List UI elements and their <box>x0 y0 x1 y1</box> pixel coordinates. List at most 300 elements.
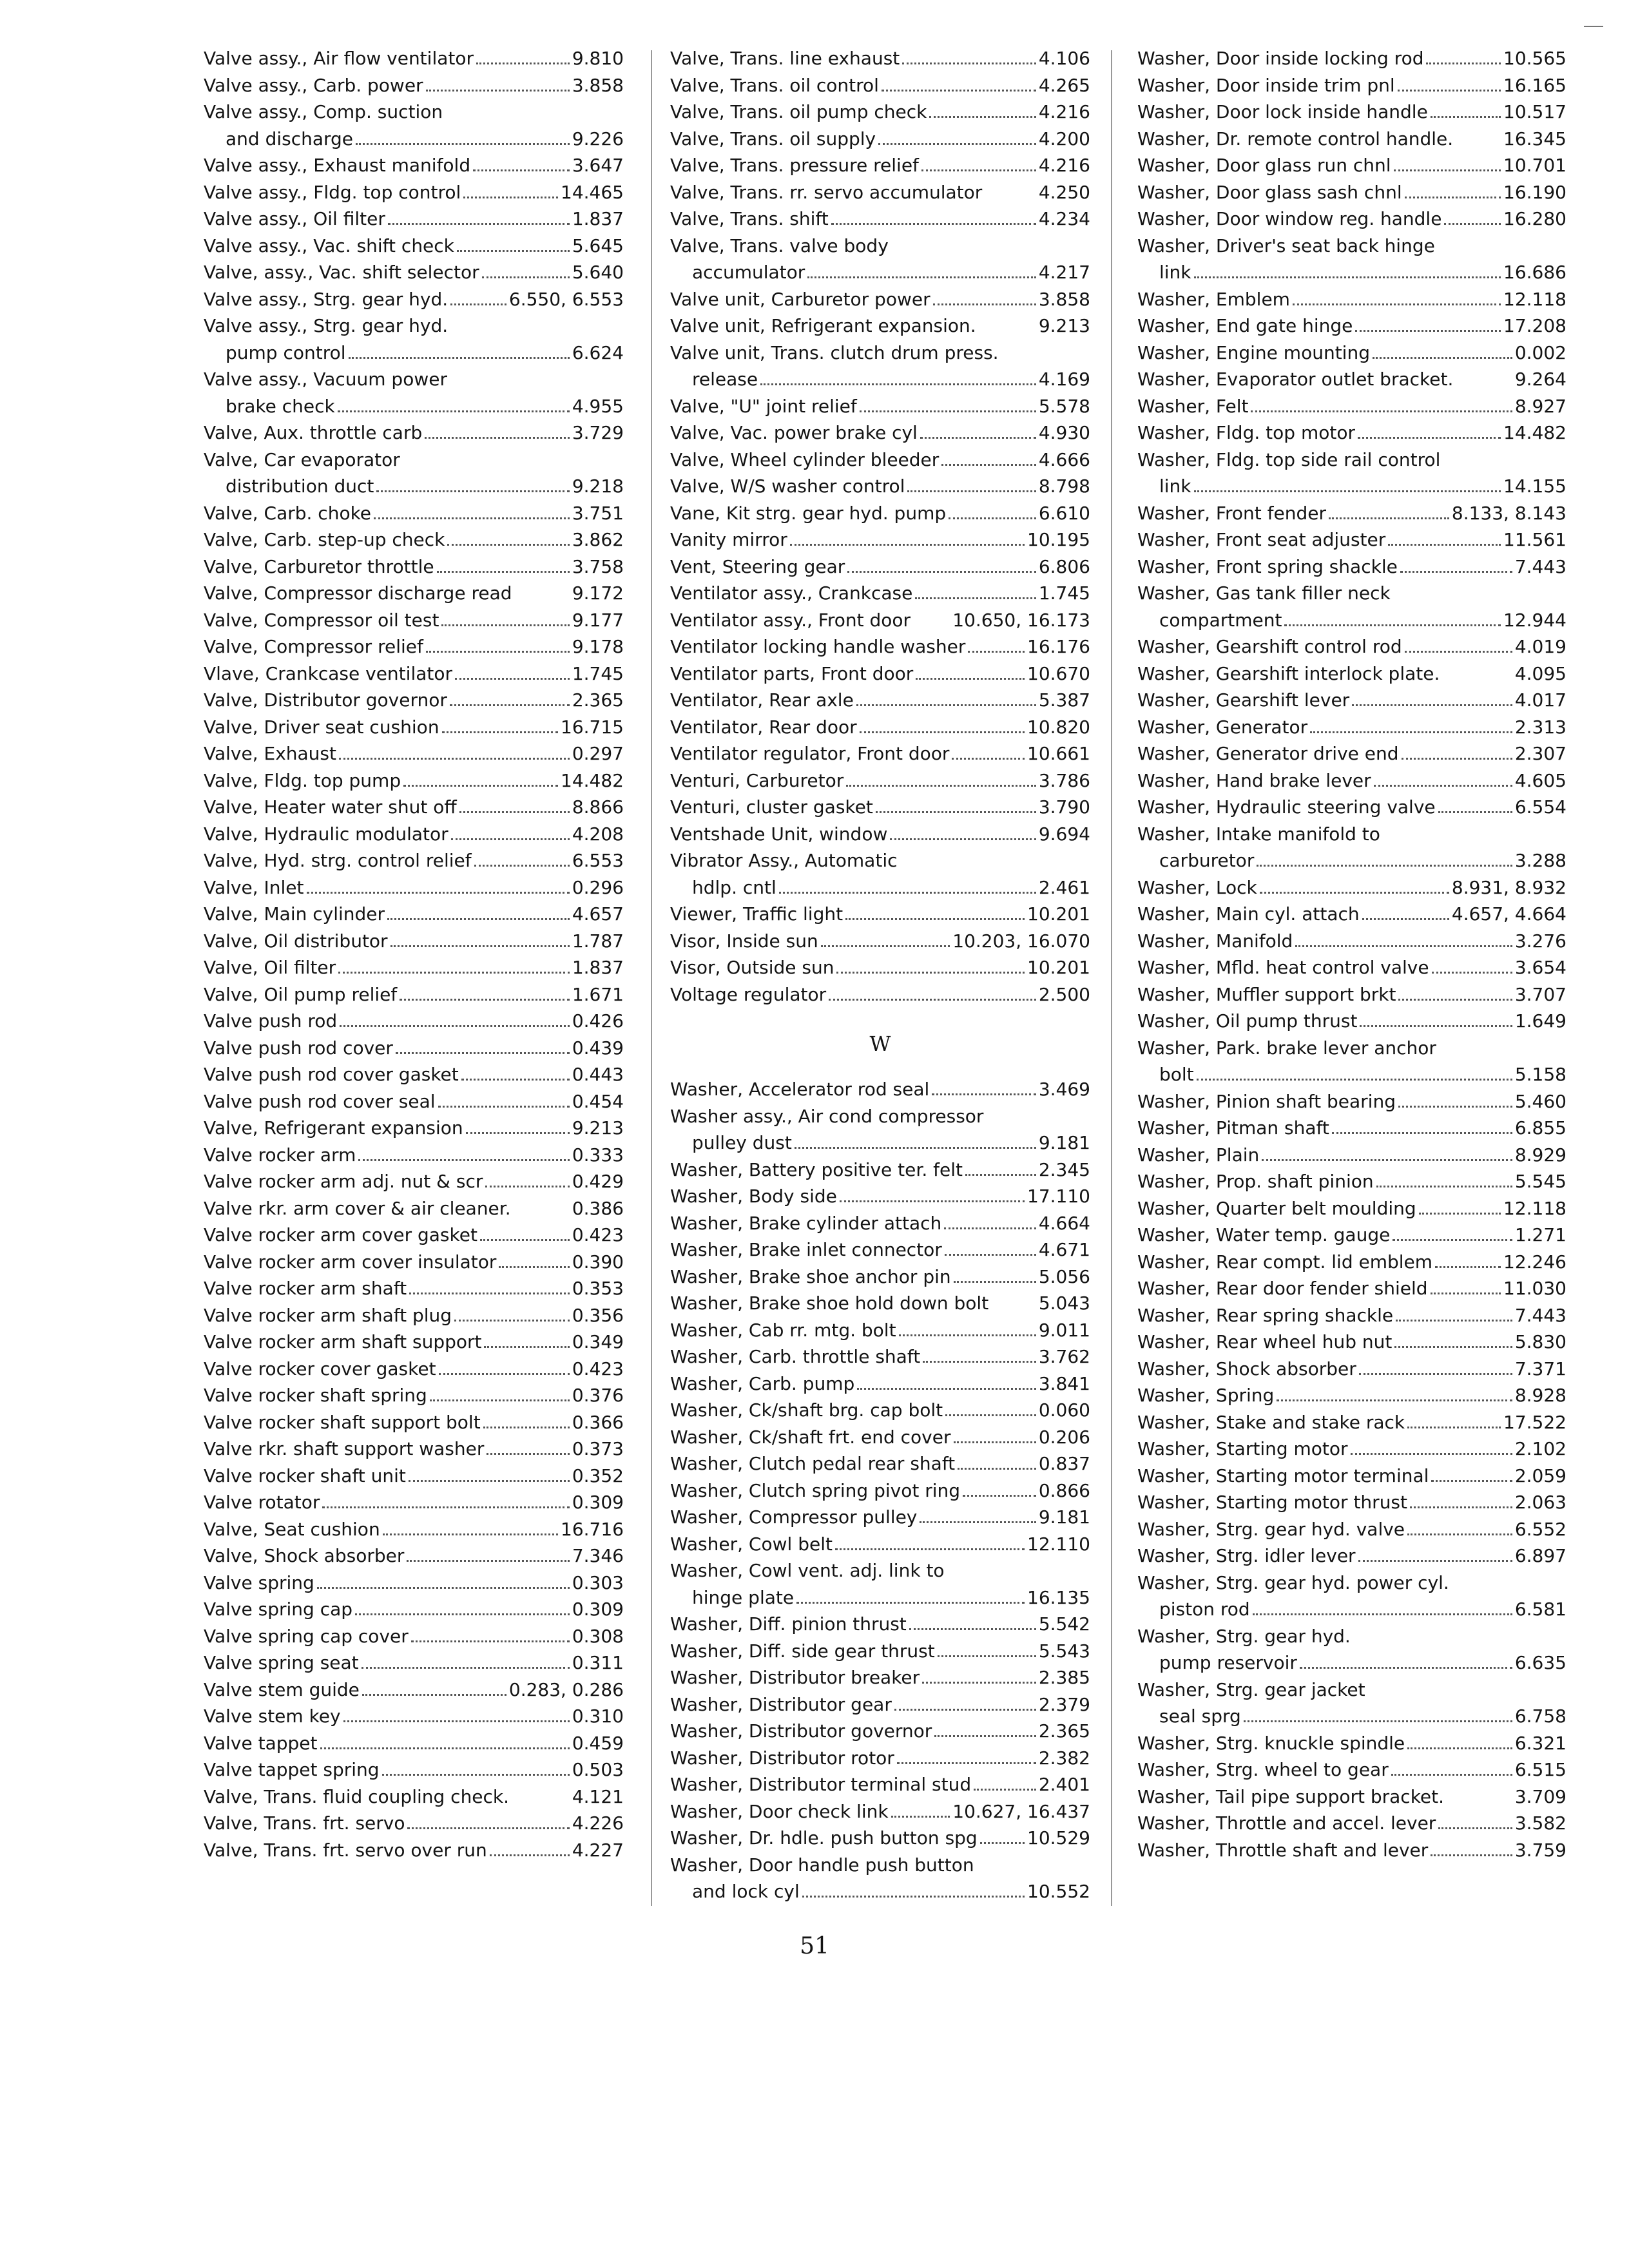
dot-leader <box>1310 731 1512 733</box>
dot-leader <box>1432 971 1512 974</box>
index-entry <box>1137 152 1566 179</box>
entry-page-ref: 2.307 <box>1514 743 1566 764</box>
index-entry <box>670 874 1090 901</box>
entry-page-ref: 6.624 <box>572 341 624 363</box>
dot-leader <box>1396 1319 1512 1321</box>
index-entry <box>1137 1677 1566 1704</box>
index-entry <box>204 366 624 393</box>
index-entry <box>1137 99 1566 126</box>
entry-page-ref: 0.443 <box>572 1064 624 1085</box>
dot-leader <box>490 1854 570 1856</box>
entry-label: Valve, Carb. choke <box>204 502 372 524</box>
index-entry <box>670 1557 1090 1584</box>
dot-leader <box>1359 1372 1512 1375</box>
entry-label: Ventilator assy., Crankcase <box>670 582 913 604</box>
entry-label: compartment <box>1159 609 1282 631</box>
dot-leader <box>1244 1720 1512 1722</box>
index-entry <box>1137 1222 1566 1249</box>
dot-leader <box>1394 1345 1512 1348</box>
entry-label: Valve, Trans. shift <box>670 208 829 229</box>
index-entry <box>1137 1008 1566 1035</box>
dot-leader <box>938 1655 1036 1657</box>
entry-label: Washer, Lock <box>1137 876 1257 898</box>
entry-page-ref: 16.135 <box>1027 1586 1090 1608</box>
index-entry <box>204 206 624 233</box>
index-entry <box>204 660 624 687</box>
entry-label: Valve, Fldg. top pump <box>204 769 401 791</box>
entry-label: Valve, Trans. rr. servo accumulator <box>670 181 983 203</box>
entry-label: Washer, Dr. hdle. push button spg <box>670 1827 978 1849</box>
index-entry <box>1137 1542 1566 1570</box>
dot-leader <box>356 142 570 145</box>
entry-page-ref: 0.296 <box>572 876 624 898</box>
entry-label: Valve rocker arm shaft plug <box>204 1304 452 1326</box>
index-entry <box>670 1771 1090 1798</box>
entry-page-ref: 9.218 <box>572 476 624 497</box>
index-entry <box>670 687 1090 714</box>
index-entry <box>204 312 624 340</box>
entry-page-ref: 0.333 <box>572 1144 624 1166</box>
entry-label: distribution duct <box>226 476 374 497</box>
index-entry <box>204 72 624 99</box>
entry-page-ref: 5.387 <box>1038 689 1090 711</box>
dot-leader <box>1260 891 1449 894</box>
entry-page-ref: 16.165 <box>1503 74 1566 96</box>
entry-page-ref: 4.664 <box>1038 1212 1090 1234</box>
index-entry <box>1137 233 1566 260</box>
entry-page-ref: 0.386 <box>572 1197 624 1219</box>
entry-page-ref: 2.385 <box>1038 1667 1090 1688</box>
entry-page-ref: 16.715 <box>561 716 624 738</box>
dot-leader <box>387 918 570 920</box>
dot-leader <box>487 1452 569 1455</box>
entry-page-ref: 8.927 <box>1514 395 1566 417</box>
index-entry <box>670 126 1090 153</box>
entry-label: Valve, "U" joint relief <box>670 395 857 417</box>
entry-label: Washer, Water temp. gauge <box>1137 1224 1391 1245</box>
entry-page-ref: 4.200 <box>1038 128 1090 149</box>
entry-label: Valve, Trans. frt. servo <box>204 1812 405 1834</box>
dot-leader <box>1398 998 1512 1001</box>
entry-page-ref: 2.102 <box>1514 1438 1566 1459</box>
index-entry <box>1137 901 1566 928</box>
dot-leader <box>1400 570 1512 573</box>
entry-page-ref: 3.582 <box>1514 1812 1566 1834</box>
entry-page-ref: 1.745 <box>572 662 624 684</box>
index-entry <box>1137 1035 1566 1062</box>
entry-label: Valve rocker shaft spring <box>204 1385 427 1406</box>
entry-page-ref: 0.311 <box>572 1652 624 1673</box>
entry-label: Valve assy., Oil filter <box>204 208 385 229</box>
entry-label: Washer, Rear wheel hub nut <box>1137 1331 1393 1352</box>
entry-page-ref: 4.605 <box>1514 769 1566 791</box>
entry-page-ref: 3.858 <box>1038 288 1090 310</box>
dot-leader <box>907 490 1036 492</box>
index-entry <box>670 1129 1090 1157</box>
entry-page-ref: 10.203, 16.070 <box>952 930 1090 952</box>
index-entry <box>670 580 1090 607</box>
index-entry <box>1137 1810 1566 1837</box>
entry-page-ref: 0.349 <box>572 1331 624 1352</box>
entry-label: Valve assy., Vac. shift check <box>204 235 454 256</box>
entry-page-ref: 2.379 <box>1038 1693 1090 1715</box>
entry-label: Washer, Evaporator outlet bracket. <box>1137 369 1454 390</box>
index-entry <box>1137 259 1566 286</box>
index-entry <box>1137 1409 1566 1436</box>
entry-label: Washer, Ck/shaft frt. end cover <box>670 1426 951 1448</box>
entry-page-ref: 4.226 <box>572 1812 624 1834</box>
dot-leader <box>954 1280 1036 1283</box>
entry-label: Washer, Door lock inside handle <box>1137 101 1428 122</box>
entry-page-ref: 6.550, 6.553 <box>508 288 624 310</box>
dot-leader <box>790 543 1025 546</box>
entry-page-ref: 16.176 <box>1027 636 1090 657</box>
dot-leader <box>952 757 1025 760</box>
entry-label: piston rod <box>1159 1599 1250 1620</box>
index-entry <box>670 821 1090 848</box>
entry-page-ref: 8.133, 8.143 <box>1451 502 1566 524</box>
index-entry <box>1137 660 1566 687</box>
entry-page-ref: 6.515 <box>1514 1759 1566 1780</box>
dot-leader <box>466 1131 570 1134</box>
dot-leader <box>1405 196 1501 198</box>
dot-leader <box>1360 1024 1512 1027</box>
entry-page-ref: 4.217 <box>1038 262 1090 283</box>
index-entry <box>204 1061 624 1088</box>
entry-label: Washer, Rear compt. lid emblem <box>1137 1251 1433 1273</box>
entry-page-ref: 4.121 <box>572 1785 624 1807</box>
dot-leader <box>437 570 570 573</box>
entry-page-ref: 9.810 <box>572 48 624 69</box>
dot-leader <box>343 1720 570 1722</box>
dot-leader <box>307 891 570 894</box>
entry-label: Washer, Front seat adjuster <box>1137 529 1386 550</box>
entry-label: Washer, Battery positive ter. felt <box>670 1158 963 1180</box>
dot-leader <box>322 1506 569 1508</box>
entry-page-ref: 9.694 <box>1038 823 1090 845</box>
entry-label: Ventilator, Rear door <box>670 716 857 738</box>
index-entry <box>670 233 1090 260</box>
index-entry <box>1137 1061 1566 1088</box>
index-entry <box>1137 1463 1566 1490</box>
index-entry <box>670 393 1090 420</box>
dot-leader <box>897 1762 1036 1764</box>
dot-leader <box>450 303 506 305</box>
entry-page-ref: 12.944 <box>1503 609 1566 631</box>
index-entry <box>204 1783 624 1811</box>
entry-label: Vanity mirror <box>670 529 787 550</box>
index-entry <box>204 1516 624 1543</box>
entry-label: Washer, Cab rr. mtg. bolt <box>670 1319 896 1341</box>
entry-page-ref: 0.837 <box>1038 1453 1090 1474</box>
index-entry <box>204 526 624 553</box>
entry-page-ref: 4.657, 4.664 <box>1451 903 1566 925</box>
entry-page-ref: 8.866 <box>572 796 624 818</box>
entry-label: Washer, Rear spring shackle <box>1137 1304 1394 1326</box>
index-entry <box>1137 874 1566 901</box>
entry-page-ref: 1.745 <box>1038 582 1090 604</box>
entry-page-ref: 4.234 <box>1038 208 1090 229</box>
index-entry <box>1137 1302 1566 1329</box>
dot-leader <box>941 463 1036 466</box>
entry-label: pulley dust <box>692 1132 792 1153</box>
dot-leader <box>1431 1479 1512 1482</box>
entry-label: Washer, Clutch spring pivot ring <box>670 1479 961 1501</box>
index-entry <box>1137 1703 1566 1730</box>
dot-leader <box>473 169 570 171</box>
dot-leader <box>1197 1078 1512 1081</box>
entry-page-ref: 6.552 <box>1514 1518 1566 1540</box>
index-entry <box>670 179 1090 206</box>
dot-leader <box>374 517 570 519</box>
dot-leader <box>1355 329 1501 332</box>
index-entry <box>1137 500 1566 527</box>
entry-label: Valve, Trans. frt. servo over run <box>204 1839 487 1861</box>
entry-label: link <box>1159 262 1191 283</box>
entry-page-ref: 0.352 <box>572 1465 624 1486</box>
index-entry <box>670 553 1090 581</box>
entry-label: Washer, Strg. gear hyd. power cyl. <box>1137 1571 1449 1593</box>
dot-leader <box>968 650 1025 653</box>
entry-page-ref: 10.701 <box>1503 155 1566 176</box>
index-entry <box>1137 419 1566 447</box>
dot-leader <box>376 490 569 492</box>
index-entry <box>1137 1596 1566 1623</box>
dot-leader <box>439 1372 570 1375</box>
index-entry <box>670 1290 1090 1317</box>
entry-page-ref: 0.309 <box>572 1599 624 1620</box>
index-entry <box>204 1542 624 1570</box>
dot-leader <box>807 276 1036 278</box>
index-entry <box>204 1570 624 1597</box>
dot-leader <box>876 811 1036 813</box>
dot-leader <box>1410 1506 1512 1508</box>
dot-leader <box>846 784 1036 787</box>
entry-label: Valve, Driver seat cushion <box>204 716 439 738</box>
entry-page-ref: 2.313 <box>1514 716 1566 738</box>
index-entry <box>1137 1329 1566 1356</box>
index-entry <box>1137 1730 1566 1757</box>
entry-label: Valve rocker arm adj. nut & scr <box>204 1171 483 1192</box>
dot-leader <box>965 1173 1036 1176</box>
entry-page-ref: 6.610 <box>1038 502 1090 524</box>
index-entry <box>1137 687 1566 714</box>
entry-page-ref: 5.645 <box>572 235 624 256</box>
entry-page-ref: 9.264 <box>1514 369 1566 390</box>
entry-label: Valve assy., Air flow ventilator <box>204 48 474 69</box>
entry-page-ref: 8.931, 8.932 <box>1451 876 1566 898</box>
entry-page-ref: 14.465 <box>561 181 624 203</box>
index-entry <box>670 340 1090 367</box>
index-entry <box>670 1210 1090 1237</box>
entry-page-ref: 3.276 <box>1514 930 1566 952</box>
index-entry <box>204 1222 624 1249</box>
entry-label: Washer, Pitman shaft <box>1137 1117 1329 1139</box>
entry-label: Valve, Car evaporator <box>204 448 400 470</box>
index-entry <box>670 1504 1090 1531</box>
entry-label: Valve rocker arm shaft support <box>204 1331 482 1352</box>
entry-label: Valve, Carburetor throttle <box>204 555 434 577</box>
dot-leader <box>760 383 1036 385</box>
entry-label: Washer, Generator <box>1137 716 1308 738</box>
entry-label: link <box>1159 476 1191 497</box>
index-entry <box>670 447 1090 474</box>
entry-label: Valve spring <box>204 1571 314 1593</box>
entry-page-ref: 0.503 <box>572 1759 624 1780</box>
entry-label: Washer, Strg. knuckle spindle <box>1137 1732 1405 1754</box>
index-entry <box>204 393 624 420</box>
entry-label: Washer, Front spring shackle <box>1137 555 1398 577</box>
entry-page-ref: 9.181 <box>1038 1506 1090 1528</box>
dot-leader <box>1407 1747 1512 1749</box>
dot-leader <box>396 1052 570 1054</box>
index-entry <box>204 152 624 179</box>
entry-label: Valve tappet <box>204 1732 318 1754</box>
entry-label: Washer, Hydraulic steering valve <box>1137 796 1436 818</box>
entry-page-ref: 0.439 <box>572 1037 624 1059</box>
entry-page-ref: 0.309 <box>572 1492 624 1513</box>
entry-page-ref: 6.635 <box>1514 1652 1566 1673</box>
dot-leader <box>847 570 1036 573</box>
dot-leader <box>902 62 1036 64</box>
dot-leader <box>426 650 570 653</box>
index-entry <box>1137 928 1566 955</box>
entry-page-ref: 4.017 <box>1514 689 1566 711</box>
entry-page-ref: 8.928 <box>1514 1385 1566 1406</box>
dot-leader <box>400 998 570 1001</box>
entry-label: Washer, Park. brake lever anchor <box>1137 1037 1436 1059</box>
dot-leader <box>1300 1666 1512 1669</box>
index-entry <box>670 1450 1090 1477</box>
entry-page-ref: 3.654 <box>1514 957 1566 978</box>
entry-label: Valve spring cap cover <box>204 1625 409 1647</box>
index-entry <box>670 419 1090 447</box>
entry-label: Washer, Emblem <box>1137 288 1290 310</box>
entry-label: Washer, Distributor rotor <box>670 1747 894 1769</box>
entry-page-ref: 11.561 <box>1503 529 1566 550</box>
entry-page-ref: 4.265 <box>1038 74 1090 96</box>
entry-label: Valve, assy., Vac. shift selector <box>204 262 479 283</box>
index-entry <box>204 607 624 634</box>
index-entry <box>670 366 1090 393</box>
entry-label: Washer, Brake shoe anchor pin <box>670 1265 951 1287</box>
entry-label: Valve assy., Carb. power <box>204 74 423 96</box>
dot-leader <box>1407 1426 1501 1428</box>
entry-label: Washer, Prop. shaft pinion <box>1137 1171 1374 1192</box>
index-entry <box>204 1677 624 1704</box>
dot-leader <box>1431 1292 1501 1294</box>
dot-leader <box>455 677 570 680</box>
entry-label: Valve, Main cylinder <box>204 903 385 925</box>
entry-label: Washer, Strg. gear hyd. <box>1137 1625 1351 1647</box>
index-entry <box>204 45 624 72</box>
dot-leader <box>484 1345 569 1348</box>
index-entry <box>204 1035 624 1062</box>
entry-page-ref: 1.649 <box>1514 1010 1566 1032</box>
dot-leader <box>1391 1773 1512 1776</box>
index-entry <box>1137 1837 1566 1864</box>
dot-leader <box>358 1158 569 1161</box>
index-entry <box>1137 447 1566 474</box>
dot-leader <box>890 838 1036 840</box>
dot-leader <box>1435 1265 1501 1268</box>
entry-label: Vane, Kit strg. gear hyd. pump <box>670 502 947 524</box>
dot-leader <box>409 1479 570 1482</box>
entry-page-ref: 5.158 <box>1514 1064 1566 1085</box>
entry-page-ref: 16.280 <box>1503 208 1566 229</box>
entry-label: Valve rotator <box>204 1492 320 1513</box>
entry-page-ref: 3.729 <box>572 422 624 443</box>
entry-page-ref: 7.371 <box>1514 1358 1566 1379</box>
dot-leader <box>920 1521 1036 1523</box>
entry-label: Valve rocker arm cover gasket <box>204 1224 477 1245</box>
entry-page-ref: 0.002 <box>1514 341 1566 363</box>
dot-leader <box>463 196 558 198</box>
entry-page-ref: 10.627, 16.437 <box>952 1800 1090 1822</box>
index-entry <box>1137 366 1566 393</box>
entry-page-ref: 16.716 <box>561 1518 624 1540</box>
entry-label: Washer, Driver's seat back hinge <box>1137 235 1435 256</box>
entry-label: Valve push rod cover gasket <box>204 1064 459 1085</box>
dot-leader <box>451 838 570 840</box>
index-entry <box>204 126 624 153</box>
entry-label: Valve, Vac. power brake cyl <box>670 422 918 443</box>
entry-page-ref: 4.671 <box>1038 1239 1090 1260</box>
page-number: 51 <box>800 1933 829 1959</box>
index-entry <box>670 500 1090 527</box>
dot-leader <box>821 945 950 947</box>
index-entry <box>204 1008 624 1035</box>
entry-page-ref: 4.666 <box>1038 448 1090 470</box>
index-entry <box>670 526 1090 553</box>
dot-leader <box>499 1265 569 1268</box>
entry-label: Valve, Heater water shut off <box>204 796 457 818</box>
entry-page-ref: 2.401 <box>1038 1774 1090 1795</box>
entry-label: Washer, Starting motor <box>1137 1438 1348 1459</box>
dot-leader <box>802 1895 1025 1898</box>
entry-page-ref: 4.250 <box>1038 181 1090 203</box>
dot-leader <box>963 1494 1036 1497</box>
entry-label: and discharge <box>226 128 354 149</box>
dot-leader <box>1394 169 1501 171</box>
dot-leader <box>1376 1185 1512 1187</box>
entry-label: Valve stem key <box>204 1706 341 1727</box>
entry-label: Valve rkr. arm cover & air cleaner. <box>204 1197 511 1219</box>
dot-leader <box>426 89 570 91</box>
index-entry <box>204 259 624 286</box>
dot-leader <box>1194 490 1501 492</box>
dot-leader <box>945 1414 1036 1416</box>
dot-leader <box>454 1319 570 1321</box>
index-entry <box>1137 1356 1566 1383</box>
entry-label: Valve, Trans. oil control <box>670 74 879 96</box>
entry-page-ref: 10.201 <box>1027 957 1090 978</box>
corner-mark <box>1584 26 1603 27</box>
entry-label: Valve, Inlet <box>204 876 304 898</box>
index-entry <box>204 1168 624 1195</box>
index-entry <box>1137 1516 1566 1543</box>
dot-leader <box>1405 650 1512 653</box>
entry-page-ref: 3.751 <box>572 502 624 524</box>
dot-leader <box>349 356 570 359</box>
dot-leader <box>1431 1854 1512 1856</box>
dot-leader <box>1257 864 1512 867</box>
entry-label: Ventilator assy., Front door <box>670 609 911 631</box>
index-entry <box>670 1611 1090 1638</box>
entry-page-ref: 8.929 <box>1514 1144 1566 1166</box>
dot-leader <box>403 784 558 787</box>
entry-page-ref: 16.686 <box>1503 262 1566 283</box>
